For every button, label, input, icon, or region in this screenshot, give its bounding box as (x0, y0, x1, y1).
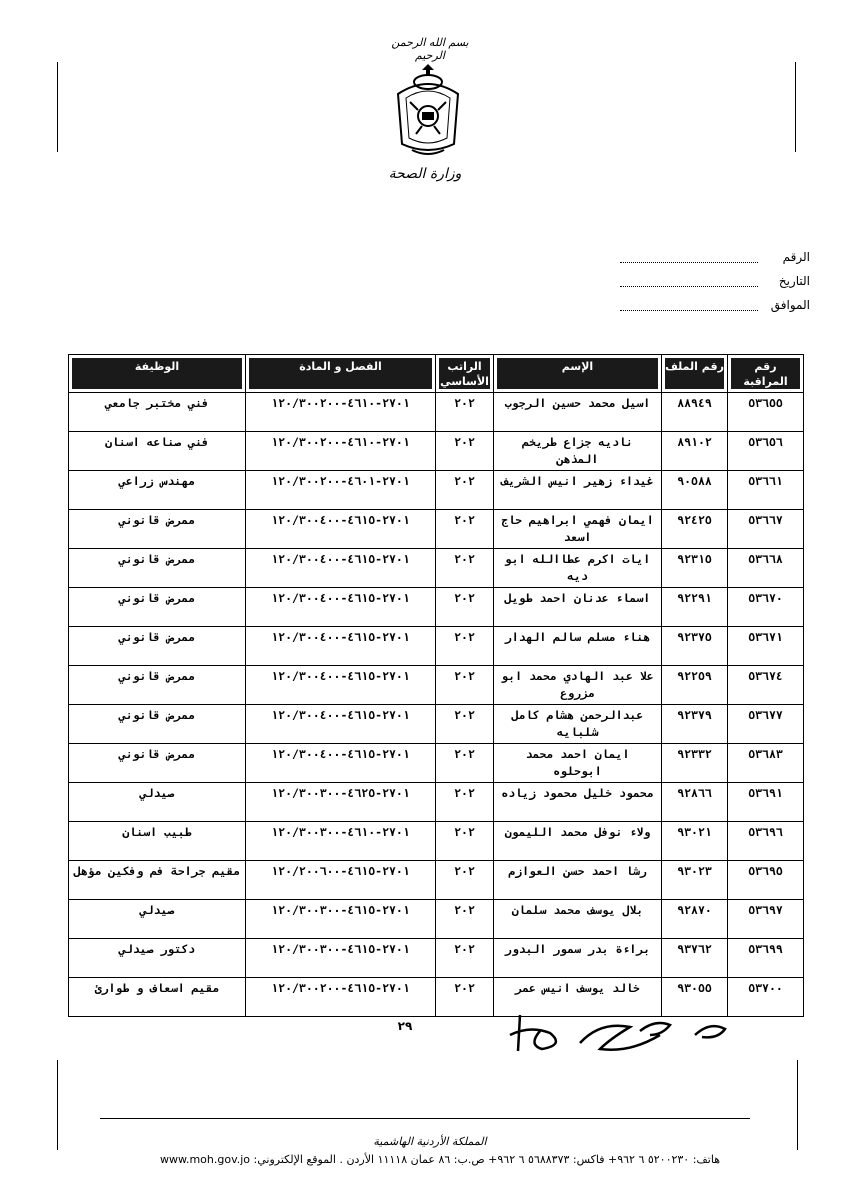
cell-chapter: ٢٧٠١-٤٦١٥-١٢٠/٢٠٠٦٠٠ (246, 861, 436, 900)
cell-chapter: ٢٧٠١-٤٦١٥-١٢٠/٣٠٠٢٠٠ (246, 978, 436, 1017)
header-chapter: الفصل و المادة (246, 355, 436, 393)
scan-edge-right-lower (797, 1060, 798, 1150)
cell-name: اسيل محمد حسين الرجوب (494, 393, 662, 432)
table-row (69, 627, 804, 666)
table-row (69, 705, 804, 744)
cell-grade: ٢٠٢ (436, 666, 494, 705)
reference-number-row (620, 250, 810, 270)
header-file-number: رقم الملف (662, 355, 728, 393)
cell-job: ممرض قانوني (69, 705, 246, 744)
cell-grade: ٢٠٢ (436, 900, 494, 939)
cell-grade: ٢٠٢ (436, 549, 494, 588)
reference-number-line (620, 262, 758, 263)
cell-chapter: ٢٧٠١-٤٦١٥-١٢٠/٣٠٠٣٠٠ (246, 900, 436, 939)
cell-grade: ٢٠٢ (436, 861, 494, 900)
cell-name: براءة بدر سمور البدور (494, 939, 662, 978)
cell-name: غيداء زهير انيس الشريف (494, 471, 662, 510)
cell-serial: ٥٣٦٧١ (728, 627, 804, 666)
jordan-coat-of-arms-icon (392, 60, 464, 160)
header-grade: الراتب الأساسي (436, 355, 494, 393)
cell-serial: ٥٣٦٧٧ (728, 705, 804, 744)
reference-date-label: التاريخ (778, 274, 810, 288)
table-header-row (69, 355, 804, 393)
page-number: ٢٩ (397, 1019, 413, 1033)
cell-chapter: ٢٧٠١-٤٦١٥-١٢٠/٣٠٠٤٠٠ (246, 744, 436, 783)
cell-file-number: ٩٢٣٧٥ (662, 627, 728, 666)
cell-file-number: ٩٢٣٣٢ (662, 744, 728, 783)
cell-name: ايمان احمد محمد ابوحلوه (494, 744, 662, 783)
cell-grade: ٢٠٢ (436, 939, 494, 978)
footer-kingdom-name: المملكة الأردنية الهاشمية (373, 1135, 487, 1148)
cell-grade: ٢٠٢ (436, 978, 494, 1017)
cell-chapter: ٢٧٠١-٤٦١٠-١٢٠/٣٠٠٣٠٠ (246, 822, 436, 861)
cell-file-number: ٩٢٢٥٩ (662, 666, 728, 705)
cell-name: بلال يوسف محمد سلمان (494, 900, 662, 939)
cell-job: فني صناعه اسنان (69, 432, 246, 471)
cell-file-number: ٩٢٨٦٦ (662, 783, 728, 822)
cell-grade: ٢٠٢ (436, 705, 494, 744)
cell-name: محمود خليل محمود زياده (494, 783, 662, 822)
cell-grade: ٢٠٢ (436, 744, 494, 783)
cell-file-number: ٩٣٠٢١ (662, 822, 728, 861)
reference-corresponding-label: الموافق (770, 298, 810, 312)
cell-file-number: ٩٢٤٢٥ (662, 510, 728, 549)
header-name: الإسم (494, 355, 662, 393)
table-row (69, 783, 804, 822)
cell-name: خالد يوسف انيس عمر (494, 978, 662, 1017)
cell-chapter: ٢٧٠١-٤٦١٥-١٢٠/٣٠٠٤٠٠ (246, 549, 436, 588)
cell-job: مهندس زراعي (69, 471, 246, 510)
cell-serial: ٥٣٦٩٧ (728, 900, 804, 939)
cell-chapter: ٢٧٠١-٤٦١٠-١٢٠/٣٠٠٢٠٠ (246, 432, 436, 471)
scan-edge-right (795, 62, 796, 152)
cell-job: مقيم اسعاف و طوارئ (69, 978, 246, 1017)
cell-serial: ٥٣٦٧٤ (728, 666, 804, 705)
cell-name: ايات اكرم عطاالله ابو ديه (494, 549, 662, 588)
cell-serial: ٥٣٦٦٧ (728, 510, 804, 549)
bismillah-text: بسم الله الرحمن الرحيم (391, 36, 469, 62)
cell-file-number: ٩٢٣١٥ (662, 549, 728, 588)
table-row (69, 939, 804, 978)
cell-chapter: ٢٧٠١-٤٦١٥-١٢٠/٣٠٠٣٠٠ (246, 939, 436, 978)
cell-job: ممرض قانوني (69, 510, 246, 549)
cell-chapter: ٢٧٠١-٤٦١٥-١٢٠/٣٠٠٤٠٠ (246, 588, 436, 627)
cell-serial: ٥٣٦٦١ (728, 471, 804, 510)
staff-appointments-table (68, 354, 804, 1017)
cell-serial: ٥٣٦٩٩ (728, 939, 804, 978)
cell-name: عبدالرحمن هشام كامل شلبايه (494, 705, 662, 744)
cell-grade: ٢٠٢ (436, 627, 494, 666)
footer-contact-info: هاتف: ٥٢٠٠٢٣٠ ٦ ٩٦٢+ فاكس: ٥٦٨٨٣٧٣ ٦ ٩٦٢+ ص.ب: ٨٦ عمان ١١١١٨ الأردن . الموقع الإلكتروني: www.moh.gov.jo (159, 1153, 721, 1166)
table-row (69, 666, 804, 705)
cell-job: مقيم جراحة فم وفكين مؤهل (69, 861, 246, 900)
cell-chapter: ٢٧٠١-٤٦٢٥-١٢٠/٣٠٠٣٠٠ (246, 783, 436, 822)
cell-name: ناديه جزاع طريخم المذهن (494, 432, 662, 471)
cell-file-number: ٩٣٠٥٥ (662, 978, 728, 1017)
cell-job: دكتور صيدلي (69, 939, 246, 978)
cell-chapter: ٢٧٠١-٤٦١٠-١٢٠/٣٠٠٢٠٠ (246, 393, 436, 432)
cell-job: ممرض قانوني (69, 588, 246, 627)
cell-serial: ٥٣٦٥٥ (728, 393, 804, 432)
scan-edge-left-lower (57, 1060, 58, 1150)
table-row (69, 861, 804, 900)
table-row (69, 900, 804, 939)
reference-corresponding-row (620, 298, 810, 318)
cell-file-number: ٩٣٧٦٢ (662, 939, 728, 978)
cell-job: ممرض قانوني (69, 666, 246, 705)
cell-file-number: ٨٨٩٤٩ (662, 393, 728, 432)
table-row (69, 588, 804, 627)
cell-job: صيدلي (69, 783, 246, 822)
cell-job: ممرض قانوني (69, 627, 246, 666)
cell-chapter: ٢٧٠١-٤٦٠١-١٢٠/٣٠٠٢٠٠ (246, 471, 436, 510)
cell-serial: ٥٣٦٨٣ (728, 744, 804, 783)
cell-grade: ٢٠٢ (436, 588, 494, 627)
cell-grade: ٢٠٢ (436, 393, 494, 432)
cell-grade: ٢٠٢ (436, 822, 494, 861)
cell-file-number: ٩٢٣٧٩ (662, 705, 728, 744)
handwritten-signature (480, 1005, 740, 1065)
cell-serial: ٥٣٦٧٠ (728, 588, 804, 627)
reference-corresponding-line (620, 310, 758, 311)
table-body (69, 393, 804, 1017)
reference-number-label: الرقم (782, 250, 810, 264)
cell-grade: ٢٠٢ (436, 432, 494, 471)
reference-date-row (620, 274, 810, 294)
cell-name: هناء مسلم سالم الهدار (494, 627, 662, 666)
cell-job: طبيب اسنان (69, 822, 246, 861)
footer-divider (100, 1118, 750, 1119)
cell-file-number: ٩٣٠٢٣ (662, 861, 728, 900)
header-job: الوظيفة (69, 355, 246, 393)
cell-serial: ٥٣٦٩١ (728, 783, 804, 822)
table-row (69, 471, 804, 510)
cell-chapter: ٢٧٠١-٤٦١٥-١٢٠/٣٠٠٤٠٠ (246, 666, 436, 705)
table-row (69, 393, 804, 432)
cell-grade: ٢٠٢ (436, 510, 494, 549)
ministry-name: وزارة الصحة (388, 166, 462, 182)
cell-name: رشا احمد حسن العوازم (494, 861, 662, 900)
cell-grade: ٢٠٢ (436, 783, 494, 822)
header-serial: رقم المراقبة (728, 355, 804, 393)
cell-file-number: ٨٩١٠٢ (662, 432, 728, 471)
cell-name: اسماء عدنان احمد طويل (494, 588, 662, 627)
table-row (69, 822, 804, 861)
cell-name: ايمان فهمي ابراهيم حاج اسعد (494, 510, 662, 549)
cell-name: علا عبد الهادي محمد ابو مزروع (494, 666, 662, 705)
cell-chapter: ٢٧٠١-٤٦١٥-١٢٠/٣٠٠٤٠٠ (246, 705, 436, 744)
cell-job: ممرض قانوني (69, 744, 246, 783)
cell-job: صيدلي (69, 900, 246, 939)
cell-serial: ٥٣٦٦٨ (728, 549, 804, 588)
cell-file-number: ٩٠٥٨٨ (662, 471, 728, 510)
cell-serial: ٥٣٦٩٦ (728, 822, 804, 861)
cell-file-number: ٩٢٨٧٠ (662, 900, 728, 939)
cell-serial: ٥٣٦٩٥ (728, 861, 804, 900)
cell-chapter: ٢٧٠١-٤٦١٥-١٢٠/٣٠٠٤٠٠ (246, 627, 436, 666)
cell-name: ولاء نوفل محمد الليمون (494, 822, 662, 861)
cell-file-number: ٩٢٢٩١ (662, 588, 728, 627)
table-row (69, 510, 804, 549)
table-row (69, 549, 804, 588)
reference-date-line (620, 286, 758, 287)
table-row (69, 432, 804, 471)
cell-serial: ٥٣٦٥٦ (728, 432, 804, 471)
cell-serial: ٥٣٧٠٠ (728, 978, 804, 1017)
cell-chapter: ٢٧٠١-٤٦١٥-١٢٠/٣٠٠٤٠٠ (246, 510, 436, 549)
scan-edge-left (57, 62, 58, 152)
cell-grade: ٢٠٢ (436, 471, 494, 510)
cell-job: ممرض قانوني (69, 549, 246, 588)
table-row (69, 744, 804, 783)
cell-job: فني مختبر جامعي (69, 393, 246, 432)
